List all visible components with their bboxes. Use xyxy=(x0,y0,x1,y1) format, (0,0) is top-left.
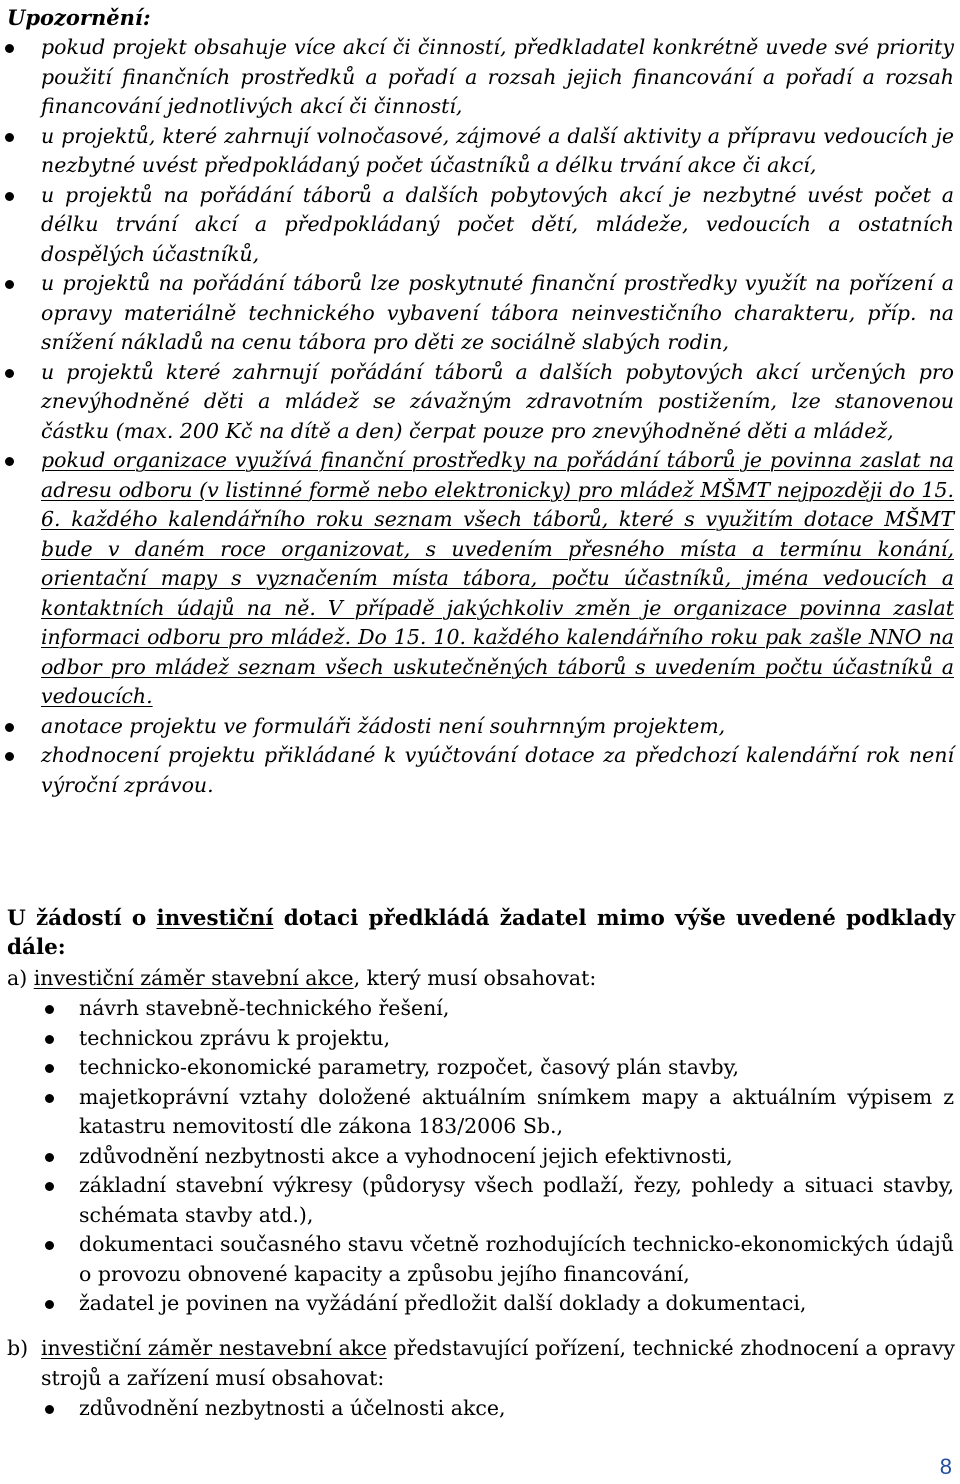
list-item xyxy=(0,1142,960,1172)
list-item xyxy=(0,994,960,1024)
investment-heading xyxy=(7,904,955,962)
bullet-icon xyxy=(5,369,14,378)
notice-item xyxy=(0,122,960,181)
bullet-icon xyxy=(45,1182,54,1191)
list-item xyxy=(0,1083,960,1142)
bullet-icon xyxy=(45,1064,54,1073)
bullet-icon xyxy=(5,192,14,201)
section-b-suffix: představující pořízení, technické zhodnocení a opravy strojů a zařízení musí obsahovat: xyxy=(41,1336,955,1390)
bullet-icon xyxy=(45,1005,54,1014)
notice-item-text: u projektů které zahrnují pořádání táborů a dalších pobytových akcí určených pro znevýhodněné děti a mládež se závažným zdravotním postižením, lze stanovenou částku (max. 200 Kč na dítě a den) čerpat pouze pro znevýhodněné děti a mládež, xyxy=(41,359,954,443)
bullet-icon xyxy=(5,44,14,53)
notice-item-text: u projektů, které zahrnují volnočasové, zájmové a další aktivity a přípravu vedoucích je nezbytné uvést předpokládaný počet účastníků a délku trvání akce či akcí, xyxy=(41,123,954,177)
bullet-icon xyxy=(5,133,14,142)
list-item xyxy=(0,1289,960,1319)
notice-item-text: u projektů na pořádání táborů lze poskytnuté finanční prostředky využít na pořízení a opravy materiálně technického vybavení tábora neinvestičního charakteru, příp. na snížení nákladů na cenu tábora pro děti ze sociálně slabých rodin, xyxy=(41,271,954,354)
list-item-text: žadatel je povinen na vyžádání předložit další doklady a dokumentaci, xyxy=(79,1291,807,1315)
section-a-intro xyxy=(7,964,596,994)
notice-item-text: pokud projekt obsahuje více akcí či činností, předkladatel konkrétně uvede své priority použití finančních prostředků a pořadí a rozsah jejich financování a pořadí a rozsah financování jednotlivých akcí či činností, xyxy=(41,35,954,118)
bullet-icon xyxy=(5,280,14,289)
bullet-icon xyxy=(45,1241,54,1250)
notice-item xyxy=(0,712,960,742)
list-item-text: majetkoprávní vztahy doložené aktuálním snímkem mapy a aktuálním výpisem z katastru nemovitostí dle zákona 183/2006 Sb., xyxy=(79,1084,954,1138)
notice-item xyxy=(0,33,960,122)
notice-item-text: u projektů na pořádání táborů a dalších pobytových akcí je nezbytné uvést počet a délku trvání akcí a předpokládaný počet dětí, mládeže, vedoucích a ostatních dospělých účastníků, xyxy=(41,182,954,266)
bullet-icon xyxy=(45,1094,54,1103)
section-b-text xyxy=(7,1334,955,1393)
notice-item-underlined xyxy=(0,446,960,712)
list-item-text: zdůvodnění nezbytnosti akce a vyhodnocení jejich efektivnosti, xyxy=(79,1143,733,1168)
list-item xyxy=(0,1171,960,1230)
list-item xyxy=(0,1394,960,1424)
notice-item xyxy=(0,741,960,800)
list-item xyxy=(0,1053,960,1083)
list-item xyxy=(0,1230,960,1289)
list-item-text: zdůvodnění nezbytnosti a účelnosti akce, xyxy=(79,1396,506,1420)
section-b-label: b) xyxy=(7,1336,29,1360)
notice-item xyxy=(0,181,960,270)
section-a-underlined: investiční záměr stavební akce xyxy=(33,966,354,990)
notice-item xyxy=(0,269,960,358)
bullet-icon xyxy=(5,723,14,732)
list-item-text: návrh stavebně-technického řešení, xyxy=(79,996,450,1020)
notice-item-text: anotace projektu ve formuláři žádosti není souhrnným projektem, xyxy=(41,713,726,738)
notice-heading: Upozornění: xyxy=(7,5,151,30)
bullet-icon xyxy=(5,457,14,466)
section-b-underlined: investiční záměr nestavební akce xyxy=(41,1336,387,1360)
section-b-list xyxy=(0,1394,960,1424)
section-a-suffix: , který musí obsahovat: xyxy=(353,966,597,990)
section-a-label: a) xyxy=(7,966,34,990)
investment-heading-underlined: investiční xyxy=(156,906,274,931)
list-item-text: technickou zprávu k projektu, xyxy=(79,1025,391,1050)
bullet-icon xyxy=(45,1405,54,1414)
bullet-icon xyxy=(45,1300,54,1309)
section-a-list xyxy=(0,994,960,1319)
section-b-intro xyxy=(7,1334,955,1393)
investment-heading-post: dotaci předkládá žadatel mimo výše uvedené podklady dále: xyxy=(7,906,955,960)
bullet-icon xyxy=(45,1153,54,1162)
bullet-icon xyxy=(5,752,14,761)
bullet-icon xyxy=(45,1035,54,1044)
list-item-text: technicko-ekonomické parametry, rozpočet, časový plán stavby, xyxy=(79,1055,740,1079)
list-item-text: dokumentaci současného stavu včetně rozhodujících technicko-ekonomických údajů o provozu obnovené kapacity a způsobu jejího financování, xyxy=(79,1232,954,1286)
list-item xyxy=(0,1024,960,1054)
notice-list xyxy=(0,33,960,800)
list-item-text: základní stavební výkresy (půdorysy všech podlaží, řezy, pohledy a situaci stavby, schémata stavby atd.), xyxy=(79,1173,954,1227)
notice-item-text: zhodnocení projektu přikládané k vyúčtování dotace za předchozí kalendářní rok není výroční zprávou. xyxy=(41,743,954,797)
investment-heading-pre: U žádostí o xyxy=(7,906,157,931)
notice-item xyxy=(0,358,960,447)
notice-item-text: pokud organizace využívá finanční prostředky na pořádání táborů je povinna zaslat na adresu odboru (v listinné formě nebo elektronicky) pro mládež MŠMT nejpozději do 15. 6. každého kalendářního roku seznam všech táborů, které s využitím dotace MŠMT bude v daném roce organizovat, s uvedením přesného místa a termínu konání, orientační mapy s vyznačením místa tábora, počtu účastníků, jména vedoucích a kontaktních údajů na ně. V případě jakýchkoliv změn je organizace povinna zaslat informaci odboru pro mládež. Do 15. 10. každého kalendářního roku pak zašle NNO na odbor pro mládež seznam všech uskutečněných táborů s uvedením počtu účastníků a vedoucích. xyxy=(41,448,954,708)
page-number: 8 xyxy=(939,1454,952,1479)
